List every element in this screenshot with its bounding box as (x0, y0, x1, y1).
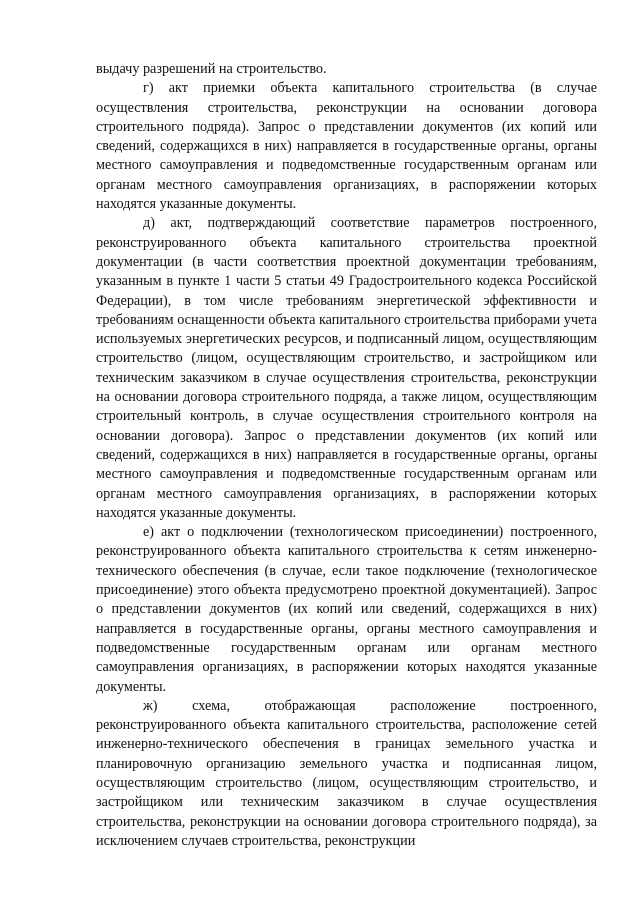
paragraph-item-d: д) акт, подтверждающий соответствие параметров построенного, реконструированного объекта капитального строительства проектной документации (в части соответствия проектной документации требованиям, указанным в пункте 1 части 5 статьи 49 Градостроительного кодекса Российской Федерации), в том числе требованиям энергетической эффективности и требованиям оснащенности объекта капитального строительства приборами учета используемых энергетических ресурсов, и подписанный лицом, осуществляющим строительство (лицом, осуществляющим строительство, и застройщиком или техническим заказчиком в случае осуществления строительства, реконструкции на основании договора строительного подряда, а также лицом, осуществляющим строительный контроль, в случае осуществления строительного контроля на основании договора). Запрос о представлении документов (их копий или сведений, содержащихся в них) направляется в государственные органы, органы местного самоуправления и подведомственные государственным органам или органам местного самоуправления организациях, в распоряжении которых находятся указанные документы. (96, 215, 597, 521)
paragraph-item-e: е) акт о подключении (технологическом присоединении) построенного, реконструированного объекта капитального строительства к сетям инженерно-технического обеспечения (в случае, если такое подключение (технологическое присоединение) этого объекта предусмотрено проектной документацией). Запрос о представлении документов (их копий или сведений, содержащихся в них) направляется в государственные органы, органы местного самоуправления и подведомственные государственным органам или органам местного самоуправления организациях, в распоряжении которых находятся указанные документы. (96, 524, 597, 695)
document-page (96, 60, 597, 851)
paragraph-continuation: выдачу разрешений на строительство. (96, 61, 327, 77)
paragraph-item-g: г) акт приемки объекта капитального строительства (в случае осуществления строительства, реконструкции на основании договора строительного подряда). Запрос о представлении документов (их копий или сведений, содержащихся в них) направляется в государственные органы, органы местного самоуправления и подведомственные государственным органам или органам местного самоуправления организациях, в распоряжении которых находятся указанные документы. (96, 80, 597, 213)
paragraph-item-zh: ж) схема, отображающая расположение построенного, реконструированного объекта капитального строительства, расположение сетей инженерно-технического обеспечения в границах земельного участка и планировочную организацию земельного участка и подписанная лицом, осуществляющим строительство (лицом, осуществляющим строительство, и застройщиком или техническим заказчиком в случае осуществления строительства, реконструкции на основании договора строительного подряда), за исключением случаев строительства, реконструкции (96, 697, 597, 849)
